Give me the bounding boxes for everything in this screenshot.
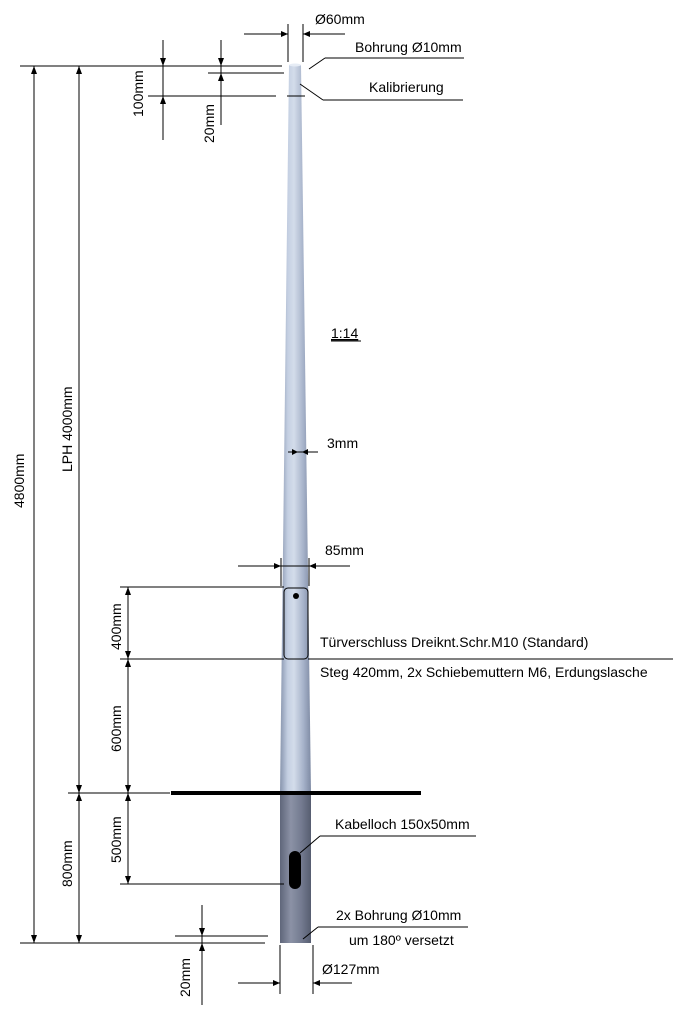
- pole-shaft: [280, 65, 311, 793]
- wall-thickness-label: 3mm: [327, 435, 359, 451]
- offset-label: um 180º versetzt: [349, 932, 454, 948]
- dim-20mm-top-label: 20mm: [201, 104, 217, 143]
- door-width-label: 85mm: [325, 542, 364, 558]
- dim-600mm-label: 600mm: [108, 705, 124, 752]
- pole-top-cap: [289, 64, 301, 67]
- dim-400mm: [108, 587, 131, 659]
- calibration-label: Kalibrierung: [369, 79, 444, 95]
- dim-100mm-label: 100mm: [130, 70, 146, 117]
- dim-100mm: [130, 40, 166, 140]
- top-diameter-label: Ø60mm: [315, 11, 365, 27]
- top-diameter-dimension: [244, 11, 365, 62]
- bottom-diameter-label: Ø127mm: [322, 961, 380, 977]
- dim-500mm-label: 500mm: [108, 816, 124, 863]
- dim-500mm: [108, 793, 131, 884]
- dim-lph-label: LPH 4000mm: [59, 386, 75, 472]
- dim-20mm-top: [201, 40, 224, 143]
- scale-label: 1:14: [331, 325, 359, 341]
- bottom-diameter-dimension: [238, 945, 380, 994]
- cable-hole-label: Kabelloch 150x50mm: [335, 816, 470, 832]
- cable-hole: [289, 851, 301, 889]
- dim-20mm-bottom-label: 20mm: [177, 958, 193, 997]
- drill-bottom-label: 2x Bohrung Ø10mm: [336, 907, 462, 923]
- web-label: Steg 420mm, 2x Schiebemuttern M6, Erdungslasche: [320, 664, 648, 680]
- dim-800mm-label: 800mm: [59, 840, 75, 887]
- dim-400mm-label: 400mm: [108, 603, 124, 650]
- dim-20mm-bottom: [177, 905, 205, 1005]
- dim-4800mm-label: 4800mm: [11, 453, 27, 508]
- dim-600mm: [108, 659, 131, 793]
- dim-4800mm: [11, 66, 37, 943]
- door-lock-label: Türverschluss Dreiknt.Schr.M10 (Standard): [320, 634, 589, 650]
- dim-800mm: [59, 793, 82, 943]
- dim-lph-4000mm: [59, 66, 82, 793]
- drill-top-label: Bohrung Ø10mm: [355, 39, 462, 55]
- door-lock-icon: [293, 593, 299, 599]
